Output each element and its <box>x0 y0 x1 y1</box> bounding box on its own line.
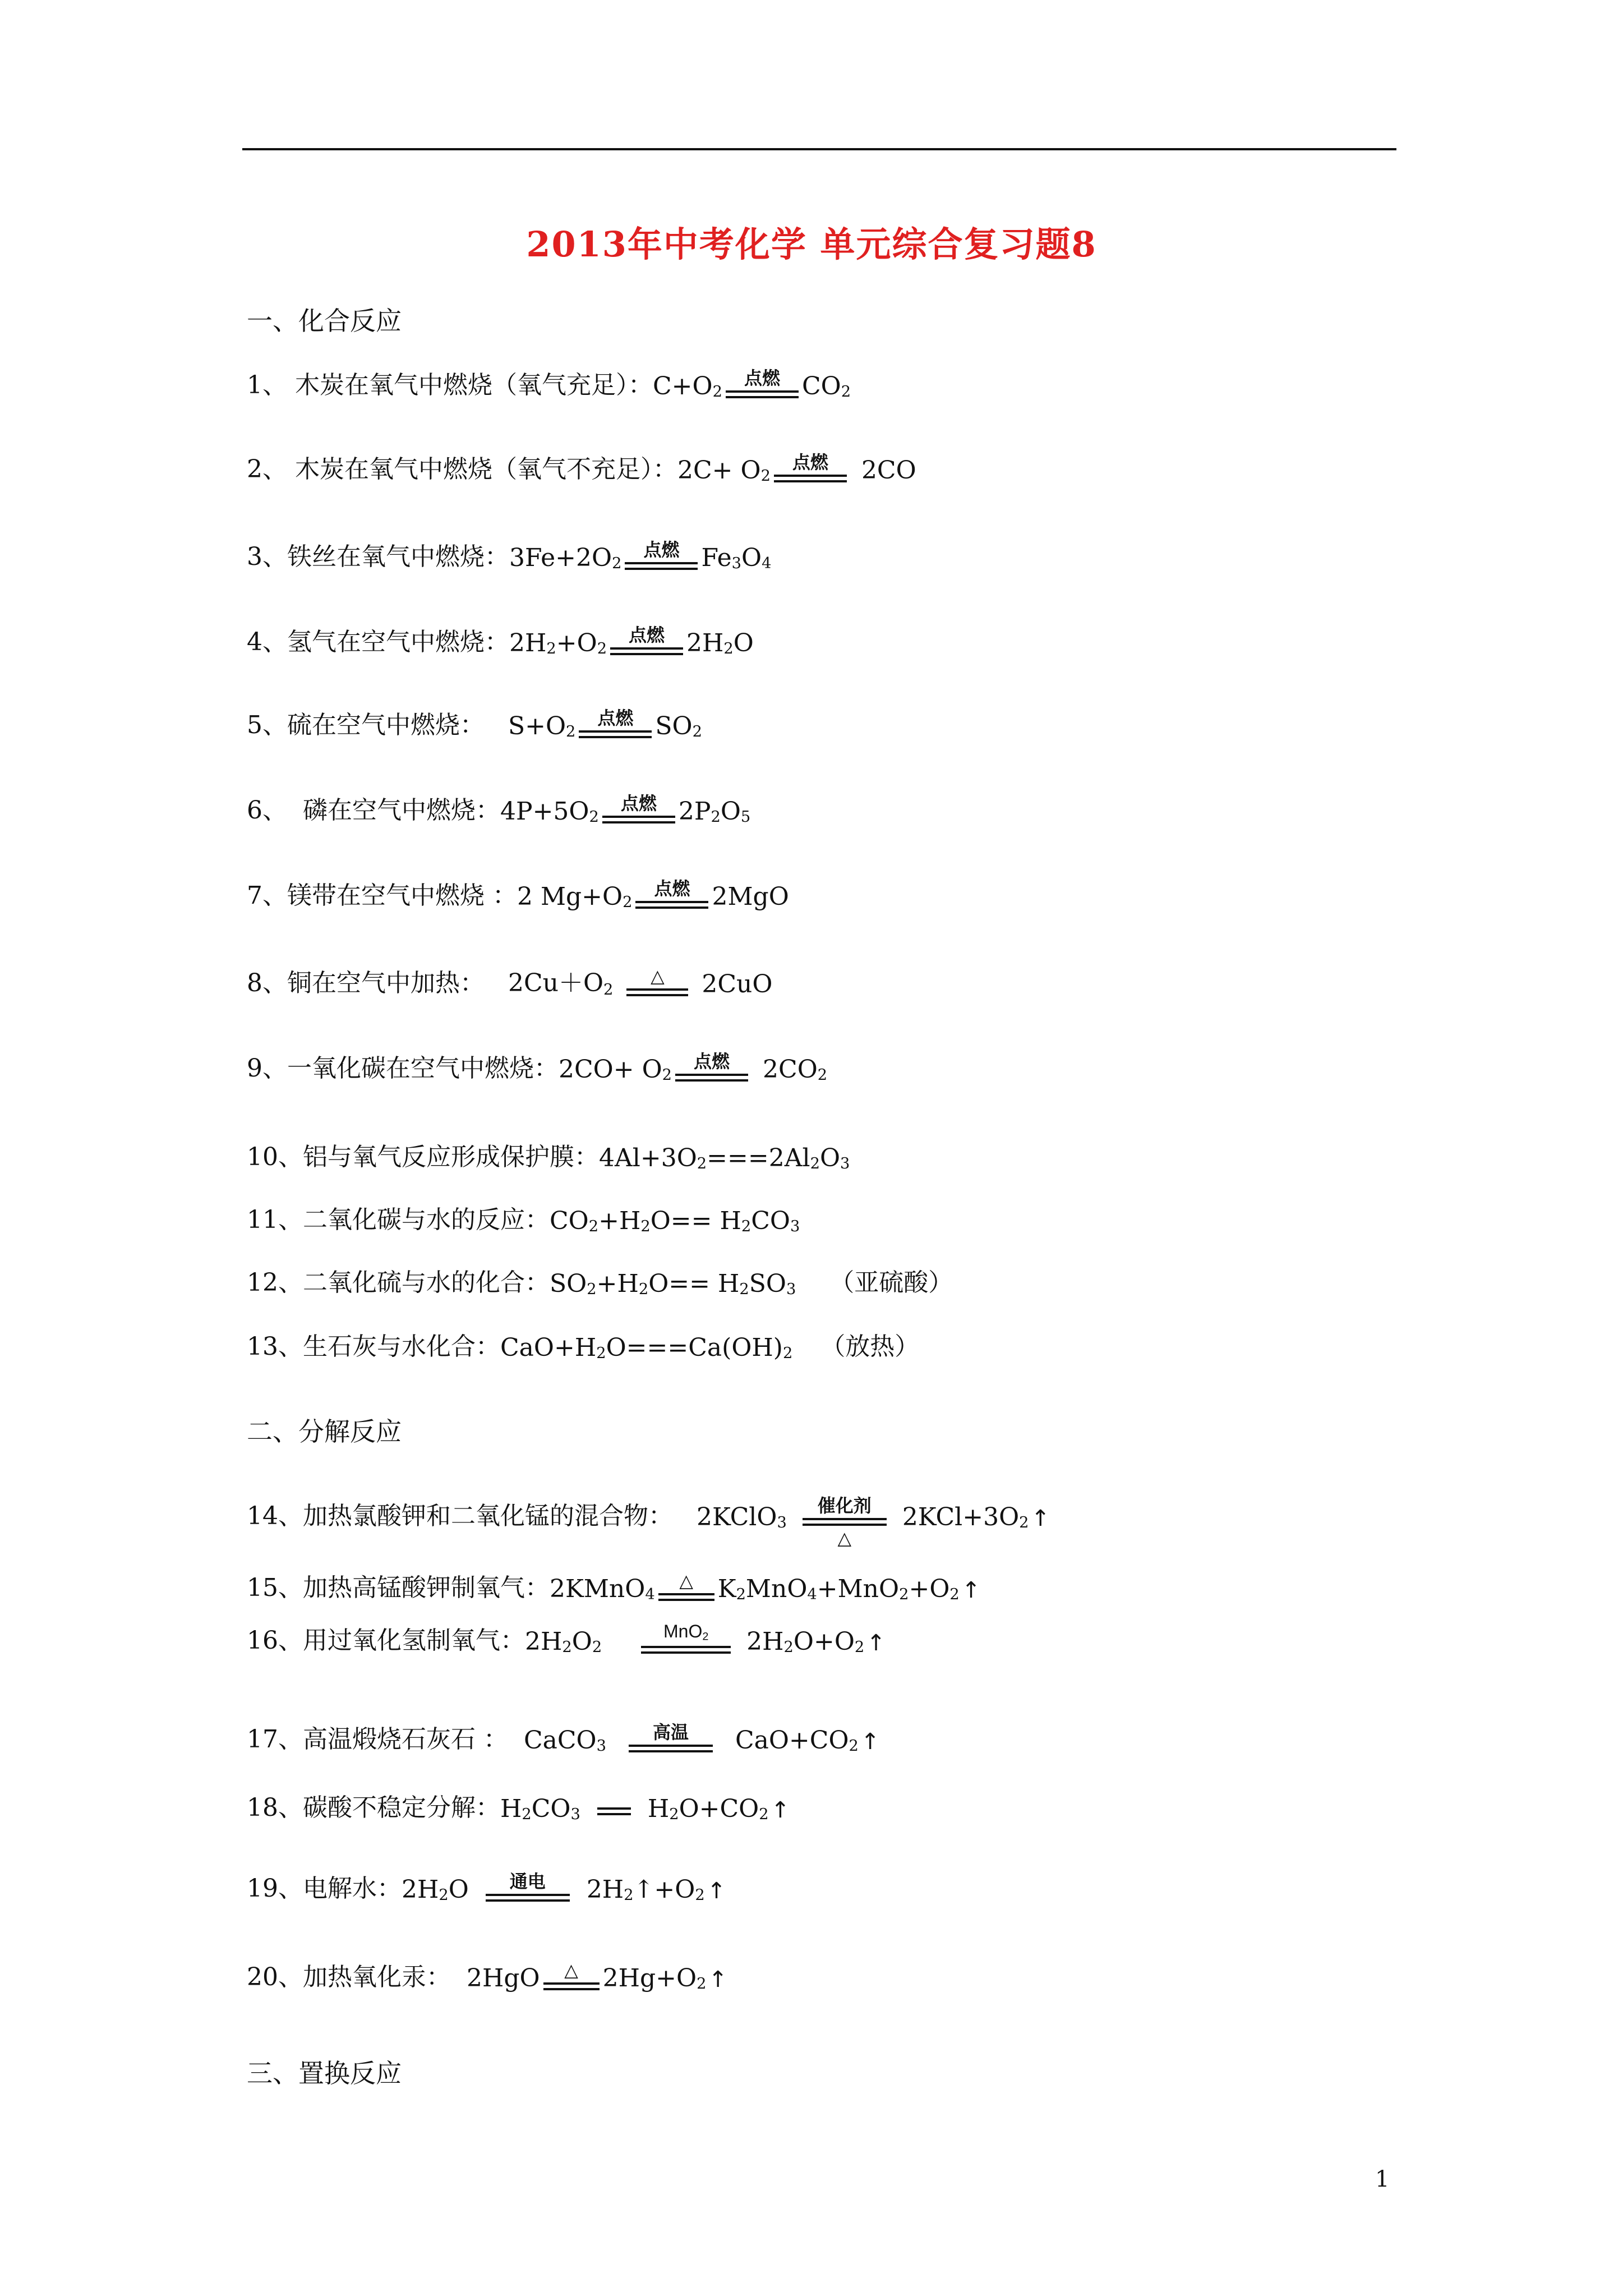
equation-line-13: 13、生石灰与水化合： CaO+H $_2$ O===Ca(OH) $_2$ （放热） <box>247 1326 919 1362</box>
section-heading-combination: 一、化合反应 <box>247 306 402 336</box>
equation-line-8: 8、铜在空气中加热： 2Cu＋O $_2$ △ 2CuO <box>247 963 772 999</box>
equation-label: 3、铁丝在氧气中燃烧： <box>247 542 509 571</box>
reaction-condition: 通电 <box>486 1872 570 1902</box>
equation-label: 17、高温煅烧石灰石 ： <box>247 1725 524 1754</box>
reaction-condition: 点燃 <box>610 626 683 655</box>
equation-label: 9、一氧化碳在空气中燃烧： <box>247 1054 559 1083</box>
equation-line-14: 14、加热氯酸钾和二氧化锰的混合物： 2KClO $_3$ 催化剂 △ 2KCl+3O $_2$ ↑ <box>247 1495 1050 1549</box>
gas-arrow-icon: ↑ <box>707 1878 726 1904</box>
equation-label: 5、硫在空气中燃烧： <box>247 711 508 739</box>
reaction-condition: 点燃 <box>774 453 847 482</box>
reaction-condition: 点燃 <box>602 794 675 823</box>
equation-line-9: 9、一氧化碳在空气中燃烧： 2CO+ O $_2$ 点燃 2CO $_2$ <box>247 1048 827 1084</box>
equation-note: （放热） <box>820 1332 920 1361</box>
section-heading-displacement: 三、置换反应 <box>247 2058 402 2088</box>
equation-label: 19、电解水： <box>247 1874 402 1903</box>
equation-label: 16、用过氧化氢制氧气： <box>247 1626 525 1655</box>
reaction-condition: 点燃 <box>675 1052 748 1082</box>
equation-label: 20、加热氧化汞： <box>247 1963 467 1991</box>
equation-line-3: 3、铁丝在氧气中燃烧： 3Fe+2O $_2$ 点燃 Fe $_3$ O $_4$ <box>247 536 771 572</box>
equation-label: 15、加热高锰酸钾制氧气： <box>247 1573 550 1602</box>
gas-arrow-icon: ↑ <box>771 1797 790 1823</box>
equation-label: 4、氢气在空气中燃烧： <box>247 628 509 656</box>
page-title: 2013年中考化学 单元综合复习题8 <box>526 224 1097 265</box>
equation-label: 14、加热氯酸钾和二氧化锰的混合物： <box>247 1502 697 1530</box>
equation-line-11: 11、二氧化碳与水的反应： CO $_2$ +H $_2$ O== H $_2$ CO $_3$ <box>247 1199 800 1235</box>
equation-note: （亚硫酸） <box>829 1268 953 1297</box>
equation-line-6: 6、 磷在空气中燃烧： 4P+5O $_2$ 点燃 2P $_2$ O $_5$ <box>247 790 750 826</box>
equation-label: 12、二氧化硫与水的化合： <box>247 1268 550 1297</box>
reaction-condition: 点燃 <box>579 709 652 738</box>
section-heading-decomposition: 二、分解反应 <box>247 1416 402 1447</box>
equation-line-4: 4、氢气在空气中燃烧： 2H $_2$ +O $_2$ 点燃 2H $_2$ O <box>247 622 754 657</box>
page-number: 1 <box>1375 2166 1390 2192</box>
reaction-condition: 点燃 <box>625 541 698 570</box>
equation-label: 13、生石灰与水化合： <box>247 1332 500 1361</box>
reaction-condition <box>597 1807 631 1815</box>
equation-label: 2、 木炭在氧气中燃烧（氧气不充足）： <box>247 455 677 484</box>
equation-label: 8、铜在空气中加热： <box>247 969 508 997</box>
gas-arrow-icon: ↑ <box>1031 1506 1050 1531</box>
equation-line-15: 15、加热高锰酸钾制氧气： 2KMnO $_4$ △ K $_2$ MnO $_4$ +MnO $_2$ +O $_2$ ↑ <box>247 1567 980 1603</box>
equation-line-18: 18、碳酸不稳定分解： H $_2$ CO $_3$ H $_2$ O+CO $_2$ ↑ <box>247 1787 790 1823</box>
equation-label: 6、 磷在空气中燃烧： <box>247 796 500 825</box>
reaction-condition: △ <box>543 1961 600 1990</box>
reaction-condition: MnO$_2$ <box>641 1622 731 1654</box>
equation-label: 1、 木炭在氧气中燃烧（氧气充足）： <box>247 371 653 399</box>
equation-line-17: 17、高温煅烧石灰石 ： CaCO $_3$ 高温 CaO+CO $_2$ ↑ <box>247 1719 879 1755</box>
equation-line-20: 20、加热氧化汞： 2HgO △ 2Hg+O $_2$ ↑ <box>247 1957 727 1993</box>
reaction-condition: △ <box>626 967 688 996</box>
reaction-condition: △ <box>658 1572 714 1601</box>
equation-line-7: 7、镁带在空气中燃烧 ： 2 Mg+O $_2$ 点燃 2MgO <box>247 875 789 911</box>
equation-line-10: 10、铝与氧气反应形成保护膜： 4Al+3O $_2$ ===2Al $_2$ O $_3$ <box>247 1137 850 1172</box>
header-rule <box>242 148 1396 150</box>
gas-arrow-icon: ↑ <box>708 1967 727 1993</box>
equation-line-5: 5、硫在空气中燃烧： S+O $_2$ 点燃 SO $_2$ <box>247 705 702 740</box>
gas-arrow-icon: ↑ <box>866 1630 886 1656</box>
reaction-condition: 点燃 <box>635 880 708 909</box>
gas-arrow-icon: ↑ <box>961 1577 981 1603</box>
equation-line-12: 12、二氧化硫与水的化合： SO $_2$ +H $_2$ O== H $_2$ SO $_3$ （亚硫酸） <box>247 1262 953 1298</box>
equation-line-2: 2、 木炭在氧气中燃烧（氧气不充足）： 2C+ O $_2$ 点燃 2CO <box>247 449 916 485</box>
equation-label: 18、碳酸不稳定分解： <box>247 1793 500 1822</box>
equation-line-19: 19、电解水： 2H $_2$ O 通电 2H $_2$ ↑+O $_2$ ↑ <box>247 1868 726 1904</box>
equation-label: 11、二氧化碳与水的反应： <box>247 1205 550 1234</box>
reaction-condition: 高温 <box>629 1723 713 1752</box>
reaction-condition: 催化剂 △ <box>803 1497 887 1547</box>
equation-line-16: 16、用过氧化氢制氧气： 2H $_2$ O $_2$ MnO$_2$ 2H $_2$ O+O $_2$ ↑ <box>247 1621 886 1656</box>
equation-label: 10、铝与氧气反应形成保护膜： <box>247 1143 599 1171</box>
equation-line-1: 1、 木炭在氧气中燃烧（氧气充足）： C+O $_2$ 点燃 CO $_2$ <box>247 365 851 401</box>
equation-label: 7、镁带在空气中燃烧 ： <box>247 881 517 910</box>
gas-arrow-icon: ↑ <box>860 1729 880 1755</box>
reaction-condition: 点燃 <box>726 369 799 398</box>
